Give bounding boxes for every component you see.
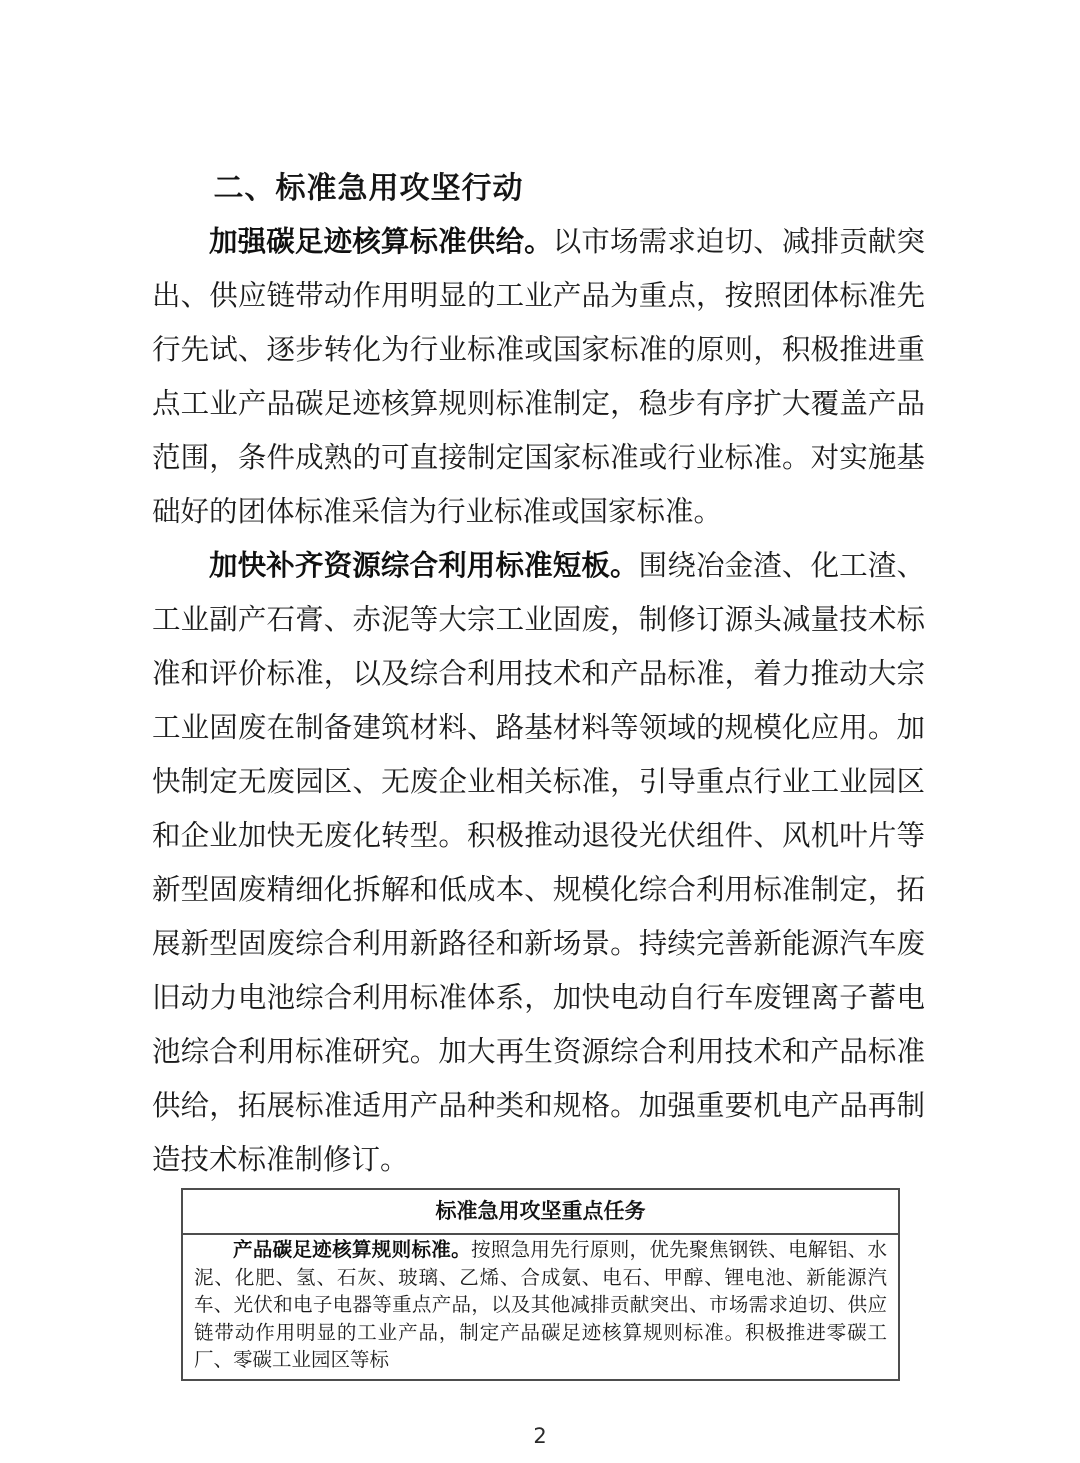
paragraph-2-lead: 加快补齐资源综合利用标准短板。: [209, 551, 639, 582]
paragraph-resource-utilization-standards: [152, 540, 925, 1188]
document-body: [152, 162, 925, 1188]
paragraph-1-text: 以市场需求迫切、减排贡献突出、供应链带动作用明显的工业产品为重点，按照团体标准先行先试、逐步转化为行业标准或国家标准的原则，积极推进重点工业产品碳足迹核算规则标准制定，稳步有序扩大覆盖产品范围，条件成熟的可直接制定国家标准或行业标准。对实施基础好的团体标准采信为行业标准或国家标准。: [152, 227, 925, 528]
section-heading: 二、标准急用攻坚行动: [213, 172, 524, 205]
table-row-text: 按照急用先行原则，优先聚焦钢铁、电解铝、水泥、化肥、氢、石灰、玻璃、乙烯、合成氨、电石、甲醇、锂电池、新能源汽车、光伏和电子电器等重点产品，以及其他减排贡献突出、市场需求迫切、供应链带动作用明显的工业产品，制定产品碳足迹核算规则标准。积极推进零碳工厂、零碳工业园区等标: [194, 1240, 887, 1371]
page-number: 2: [533, 1424, 547, 1448]
key-tasks-table: [181, 1188, 900, 1381]
paragraph-2-text: 围绕冶金渣、化工渣、工业副产石膏、赤泥等大宗工业固废，制修订源头减量技术标准和评价标准，以及综合利用技术和产品标准，着力推动大宗工业固废在制备建筑材料、路基材料等领域的规模化应用。加快制定无废园区、无废企业相关标准，引导重点行业工业园区和企业加快无废化转型。积极推动退役光伏组件、风机叶片等新型固废精细化拆解和低成本、规模化综合利用标准制定，拓展新型固废综合利用新路径和新场景。持续完善新能源汽车废旧动力电池综合利用标准体系，加快电动自行车废锂离子蓄电池综合利用标准研究。加大再生资源综合利用技术和产品标准供给，拓展标准适用产品种类和规格。加强重要机电产品再制造技术标准制修订。: [152, 551, 925, 1176]
paragraph-carbon-footprint-standards: [152, 216, 925, 540]
key-tasks-table-row: [183, 1235, 898, 1379]
key-tasks-table-header: 标准急用攻坚重点任务: [183, 1190, 898, 1235]
paragraph-1-lead: 加强碳足迹核算标准供给。: [209, 227, 553, 258]
table-row-lead: 产品碳足迹核算规则标准。: [233, 1240, 471, 1261]
